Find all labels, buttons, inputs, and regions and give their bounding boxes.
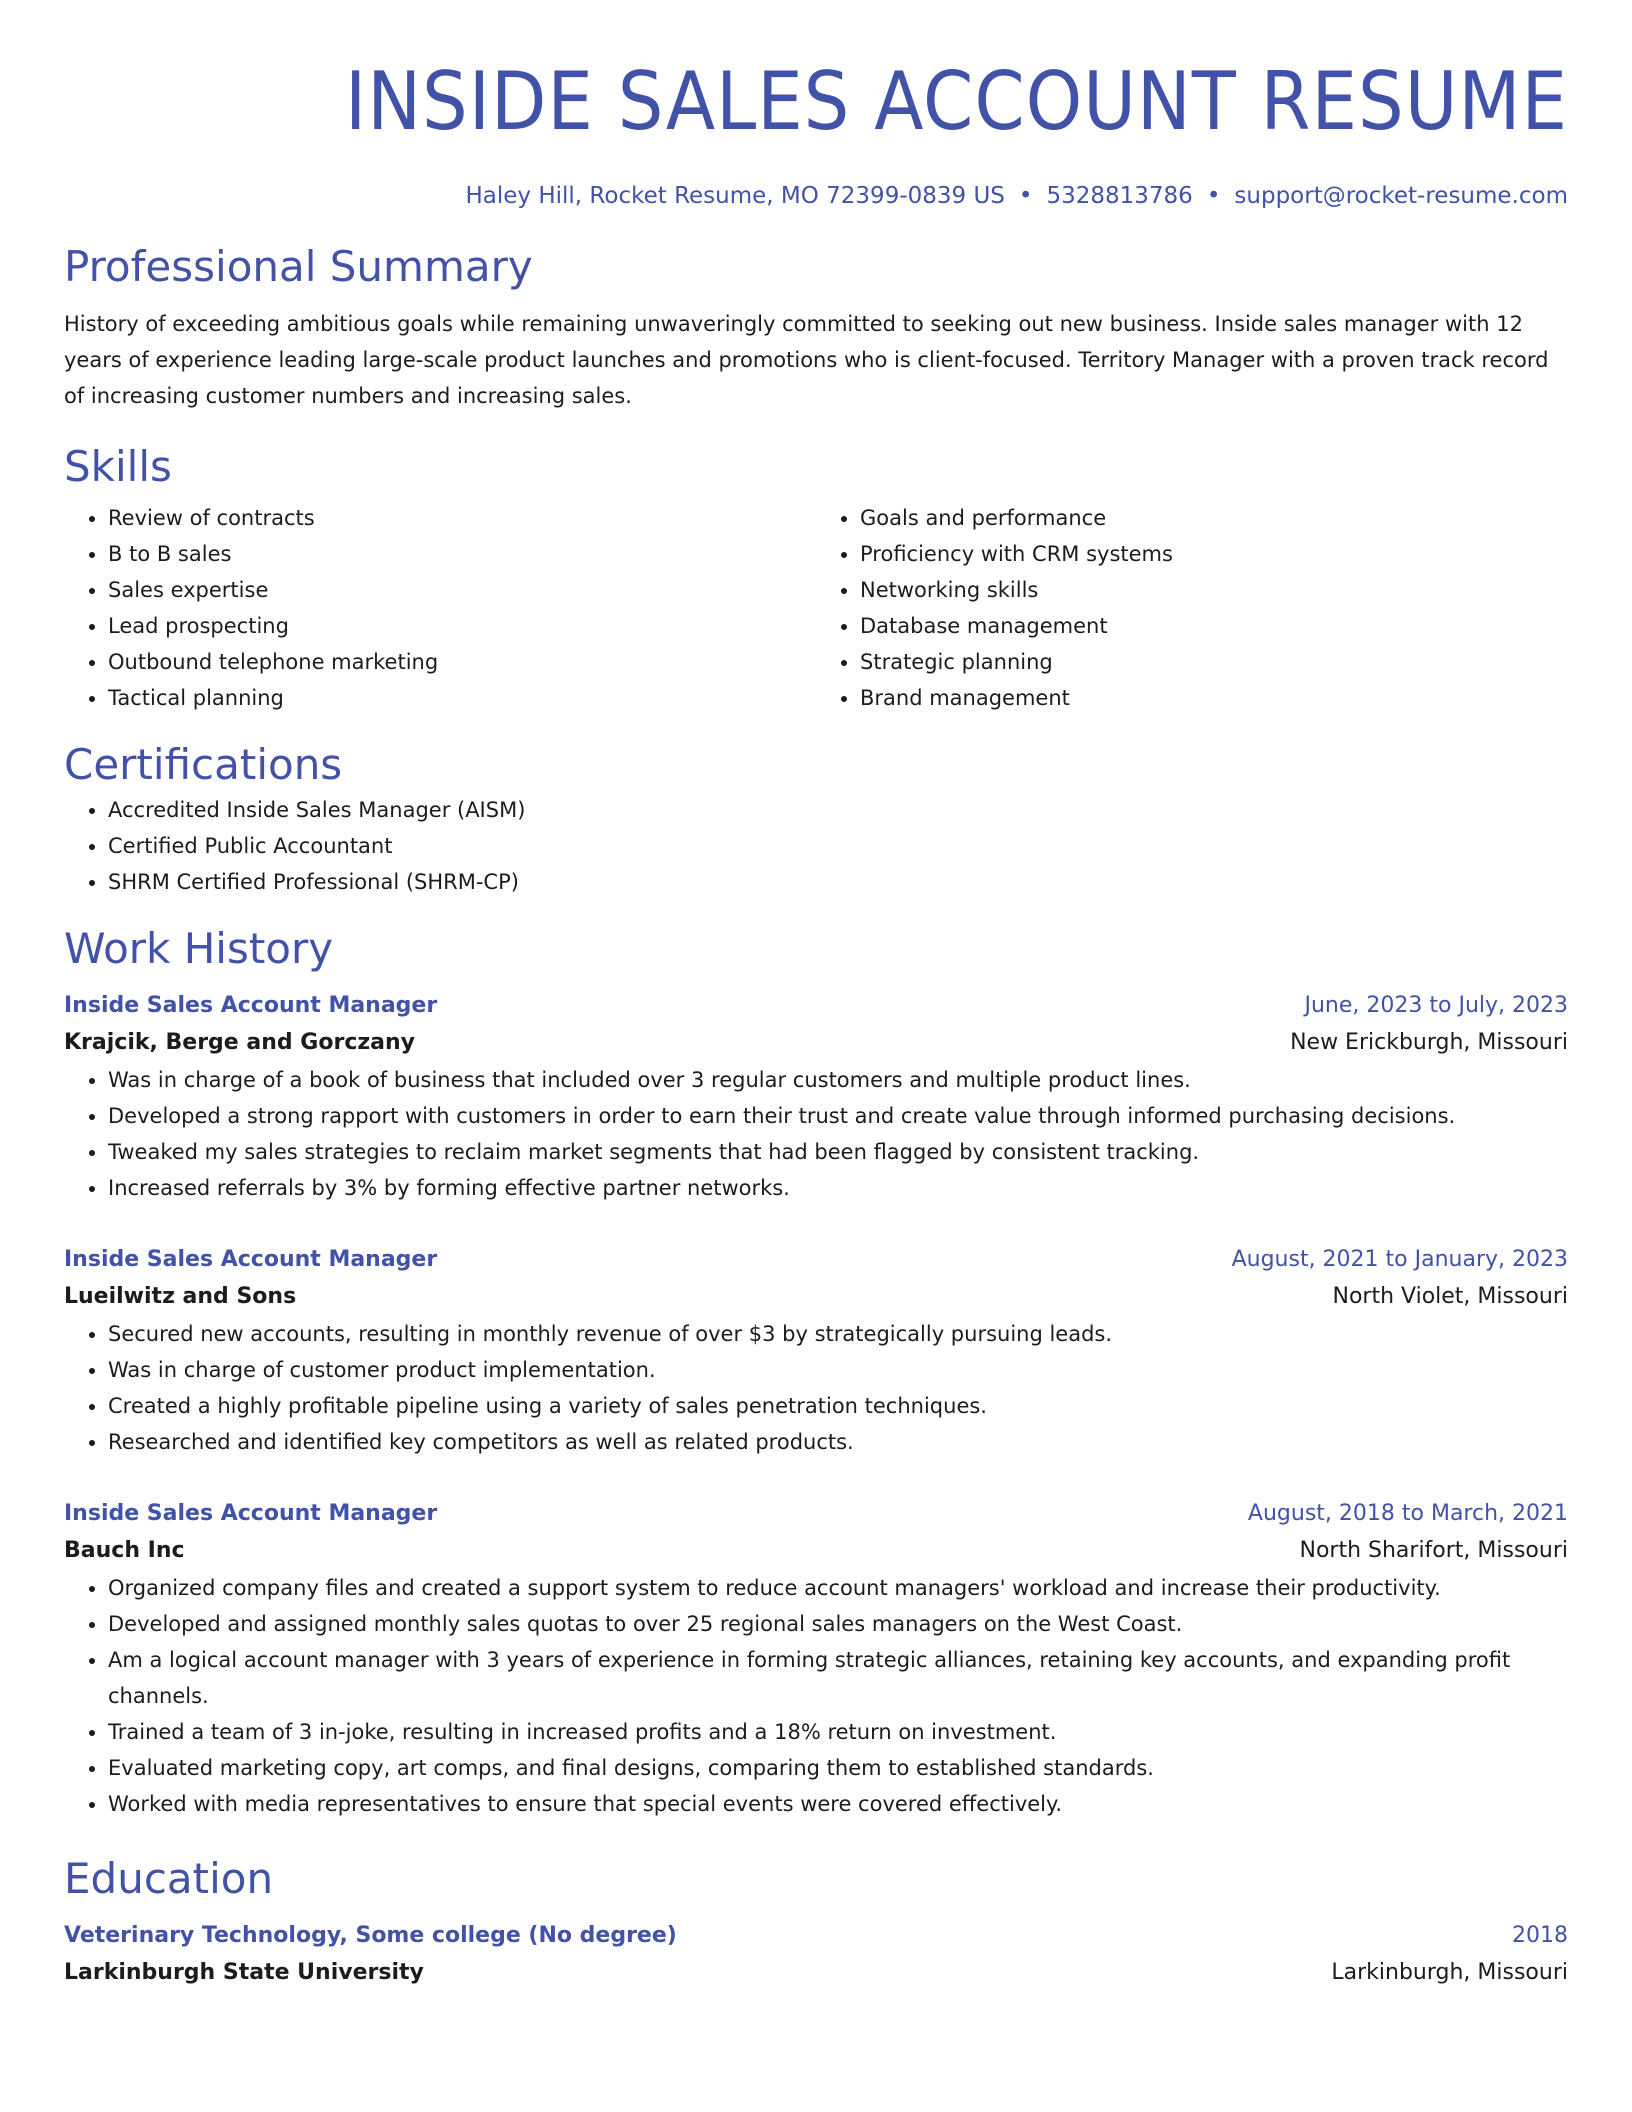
job-bullet: • Researched and identified key competitors as well as related products. — [108, 1424, 1568, 1460]
resume-title: INSIDE SALES ACCOUNT RESUME — [345, 55, 1568, 148]
job-location: New Erickburgh, Missouri — [1290, 1030, 1568, 1055]
job-bullet: • Evaluated marketing copy, art comps, and final designs, comparing them to established standards. — [108, 1750, 1568, 1786]
skill-item: • Strategic planning — [860, 644, 1568, 680]
job-location: North Sharifort, Missouri — [1299, 1538, 1568, 1563]
job-title: Inside Sales Account Manager — [64, 1247, 438, 1272]
education-school-row — [64, 1954, 1568, 1992]
job-bullet: • Developed a strong rapport with customers in order to earn their trust and create value through informed purchasing decisions. — [108, 1098, 1568, 1134]
job-entry — [64, 1496, 1568, 1822]
work-history-heading: Work History — [64, 924, 334, 973]
skill-item: • Networking skills — [860, 572, 1568, 608]
job-bullets — [64, 1570, 1568, 1822]
skill-item: • Proficiency with CRM systems — [860, 536, 1568, 572]
education-year: 2018 — [1512, 1923, 1568, 1948]
job-dates: June, 2023 to July, 2023 — [1304, 993, 1568, 1018]
certifications-heading: Certifications — [64, 740, 343, 789]
job-bullet: • Increased referrals by 3% by forming effective partner networks. — [108, 1170, 1568, 1206]
contact-separator: • — [1018, 183, 1033, 209]
job-header-row — [64, 1496, 1568, 1532]
job-bullet: • Created a highly profitable pipeline using a variety of sales penetration techniques. — [108, 1388, 1568, 1424]
education-location: Larkinburgh, Missouri — [1331, 1960, 1568, 1985]
job-bullet: • Am a logical account manager with 3 years of experience in forming strategic alliances, retaining key accounts, and expanding profit channels. — [108, 1642, 1568, 1714]
skill-item: • Tactical planning — [108, 680, 816, 716]
skills-list-right — [816, 500, 1568, 716]
job-company-row — [64, 1278, 1568, 1316]
skill-item: • Sales expertise — [108, 572, 816, 608]
certification-item: • Certified Public Accountant — [108, 828, 1568, 864]
education-entry — [64, 1918, 1568, 1992]
job-company: Lueilwitz and Sons — [64, 1284, 297, 1309]
job-bullets — [64, 1062, 1568, 1206]
skill-item: • B to B sales — [108, 536, 816, 572]
job-bullet: • Secured new accounts, resulting in monthly revenue of over $3 by strategically pursuing leads. — [108, 1316, 1568, 1352]
skills-list-left — [64, 500, 816, 716]
summary-heading: Professional Summary — [64, 242, 533, 291]
job-bullet: • Was in charge of customer product implementation. — [108, 1352, 1568, 1388]
skill-item: • Lead prospecting — [108, 608, 816, 644]
contact-phone: 5328813786 — [1046, 183, 1193, 209]
education-school: Larkinburgh State University — [64, 1960, 424, 1985]
skill-item: • Goals and performance — [860, 500, 1568, 536]
education-heading: Education — [64, 1854, 274, 1903]
skill-item: • Review of contracts — [108, 500, 816, 536]
education-degree: Veterinary Technology, Some college (No degree) — [64, 1923, 677, 1948]
job-title: Inside Sales Account Manager — [64, 1501, 438, 1526]
skill-item: • Brand management — [860, 680, 1568, 716]
job-entry — [64, 988, 1568, 1206]
job-bullets — [64, 1316, 1568, 1460]
skills-heading: Skills — [64, 442, 172, 491]
job-dates: August, 2021 to January, 2023 — [1231, 1247, 1568, 1272]
summary-text: History of exceeding ambitious goals while remaining unwaveringly committed to seeking out new business. Inside sales manager with 12 years of experience leading large-scale product launches and promotions who is client-focused. Territory Manager with a proven track record of increasing customer numbers and increasing sales. — [64, 312, 1549, 408]
job-header-row — [64, 1242, 1568, 1278]
contact-line — [64, 180, 1568, 212]
job-company: Krajcik, Berge and Gorczany — [64, 1030, 416, 1055]
job-title: Inside Sales Account Manager — [64, 993, 438, 1018]
job-bullet: • Trained a team of 3 in-joke, resulting in increased profits and a 18% return on investment. — [108, 1714, 1568, 1750]
job-header-row — [64, 988, 1568, 1024]
job-bullet: • Organized company files and created a support system to reduce account managers' workload and increase their productivity. — [108, 1570, 1568, 1606]
job-company: Bauch Inc — [64, 1538, 185, 1563]
contact-address: Haley Hill, Rocket Resume, MO 72399-0839 US — [465, 183, 1005, 209]
skills-columns — [64, 500, 1568, 716]
job-bullet: • Developed and assigned monthly sales quotas to over 25 regional sales managers on the West Coast. — [108, 1606, 1568, 1642]
job-entry — [64, 1242, 1568, 1460]
certifications-list — [64, 792, 1568, 900]
education-header-row — [64, 1918, 1568, 1954]
job-location: North Violet, Missouri — [1332, 1284, 1568, 1309]
job-bullet: • Was in charge of a book of business that included over 3 regular customers and multiple product lines. — [108, 1062, 1568, 1098]
job-bullet: • Worked with media representatives to ensure that special events were covered effectively. — [108, 1786, 1568, 1822]
certification-item: • SHRM Certified Professional (SHRM-CP) — [108, 864, 1568, 900]
job-company-row — [64, 1024, 1568, 1062]
skill-item: • Database management — [860, 608, 1568, 644]
contact-separator: • — [1206, 183, 1221, 209]
skill-item: • Outbound telephone marketing — [108, 644, 816, 680]
contact-email: support@rocket-resume.com — [1234, 183, 1568, 209]
job-company-row — [64, 1532, 1568, 1570]
certification-item: • Accredited Inside Sales Manager (AISM) — [108, 792, 1568, 828]
job-bullet: • Tweaked my sales strategies to reclaim market segments that had been flagged by consistent tracking. — [108, 1134, 1568, 1170]
job-dates: August, 2018 to March, 2021 — [1247, 1501, 1568, 1526]
